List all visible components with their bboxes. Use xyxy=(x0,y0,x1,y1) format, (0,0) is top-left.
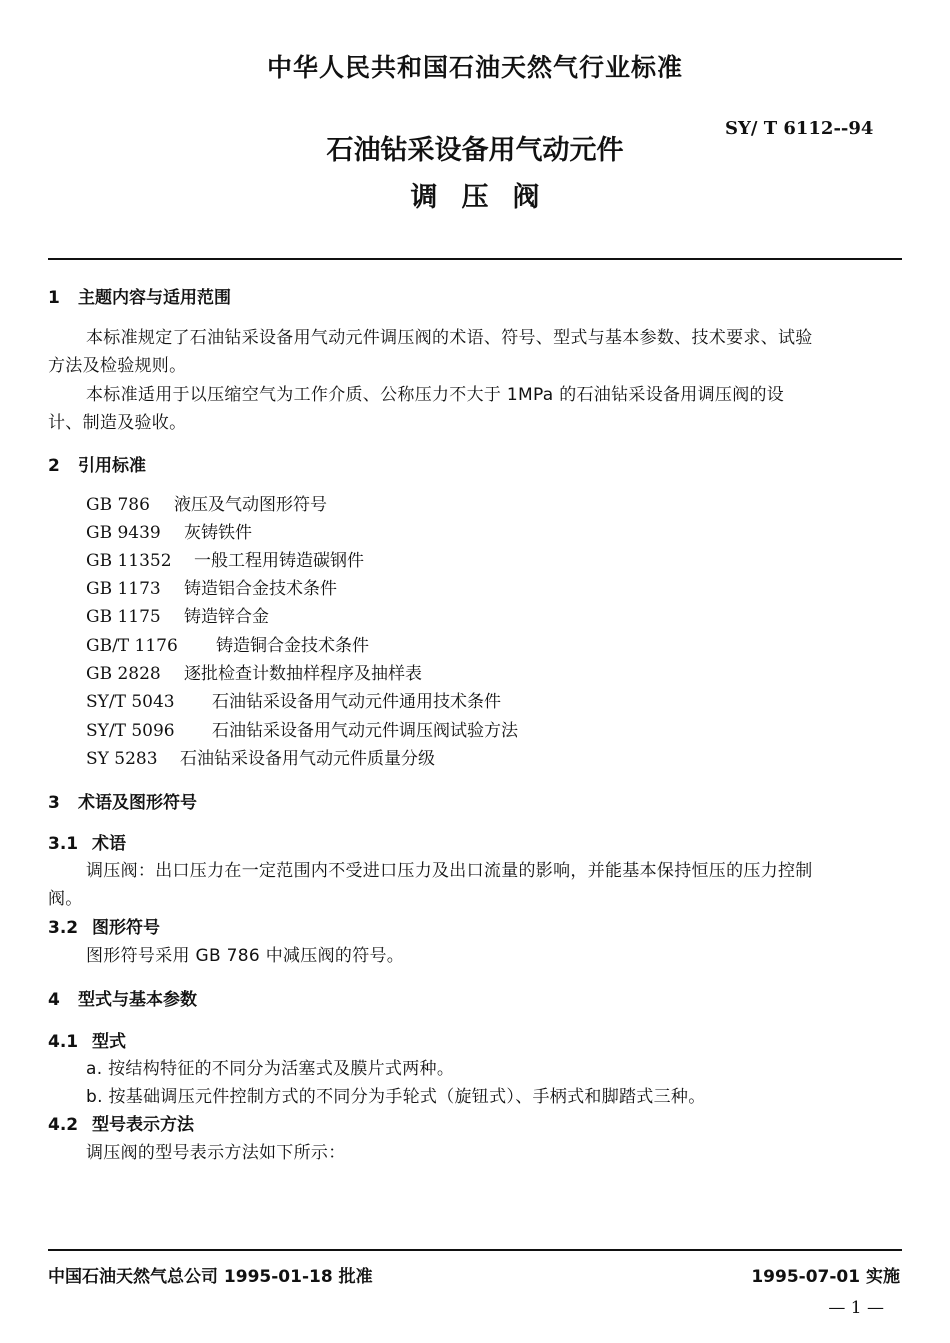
section-title: 型式与基本参数 xyxy=(78,990,197,1010)
section-3-heading xyxy=(48,788,197,813)
subsection-number: 4.2 xyxy=(48,1115,79,1135)
subsection-4-1-heading xyxy=(48,1027,126,1052)
reference-title: 石油钻采设备用气动元件质量分级 xyxy=(180,749,435,769)
section-number: 2 xyxy=(48,456,60,476)
reference-code: SY/T 5043 xyxy=(86,692,175,712)
subsection-number: 4.1 xyxy=(48,1032,79,1052)
header-rule xyxy=(48,258,902,260)
reference-code: GB 1173 xyxy=(86,579,161,599)
subsection-title: 术语 xyxy=(92,834,126,854)
section-title: 术语及图形符号 xyxy=(78,793,197,813)
section-title: 主题内容与适用范围 xyxy=(78,288,231,308)
approval-line: 中国石油天然气总公司 1995-01-18 批准 xyxy=(48,1267,373,1287)
subsection-title: 型号表示方法 xyxy=(92,1115,194,1135)
reference-title: 石油钻采设备用气动元件通用技术条件 xyxy=(212,692,501,712)
reference-code: GB 2828 xyxy=(86,664,161,684)
reference-item xyxy=(86,631,369,656)
subsection-title: 型式 xyxy=(92,1032,126,1052)
reference-item xyxy=(86,687,501,712)
reference-title: 逐批检查计数抽样程序及抽样表 xyxy=(184,664,422,684)
paragraph-line: 方法及检验规则。 xyxy=(48,356,187,376)
reference-item xyxy=(86,546,364,571)
reference-title: 石油钻采设备用气动元件调压阀试验方法 xyxy=(212,721,518,741)
reference-title: 一般工程用铸造碳钢件 xyxy=(194,551,364,571)
reference-title: 铸造铜合金技术条件 xyxy=(216,636,369,656)
reference-code: GB 786 xyxy=(86,495,150,515)
subsection-title: 图形符号 xyxy=(92,918,160,938)
paragraph-line: 阀。 xyxy=(48,889,83,909)
reference-item xyxy=(86,659,422,684)
reference-item xyxy=(86,744,435,769)
paragraph-line: 调压阀的型号表示方法如下所示： xyxy=(86,1143,346,1163)
subsection-3-1-heading xyxy=(48,829,126,854)
section-number: 3 xyxy=(48,793,60,813)
standard-code: SY/ T 6112--94 xyxy=(725,118,874,139)
reference-item xyxy=(86,518,252,543)
section-2-heading xyxy=(48,451,146,476)
paragraph-line: 本标准适用于以压缩空气为工作介质、公称压力不大于 1MPa 的石油钻采设备用调压阀的设 xyxy=(86,385,785,405)
reference-item xyxy=(86,574,337,599)
page-number: — 1 — xyxy=(828,1298,884,1318)
section-number: 4 xyxy=(48,990,60,1010)
reference-code: SY/T 5096 xyxy=(86,721,175,741)
reference-item xyxy=(86,602,269,627)
paragraph-line: 计、制造及验收。 xyxy=(48,413,187,433)
section-title: 引用标准 xyxy=(78,456,146,476)
section-1-heading xyxy=(48,283,231,308)
section-4-heading xyxy=(48,985,197,1010)
reference-code: GB 9439 xyxy=(86,523,161,543)
subsection-3-2-heading xyxy=(48,913,160,938)
reference-item xyxy=(86,716,518,741)
document-title: 石油钻采设备用气动元件 xyxy=(326,135,624,166)
reference-code: GB/T 1176 xyxy=(86,636,178,656)
reference-title: 液压及气动图形符号 xyxy=(174,495,327,515)
paragraph-line: 图形符号采用 GB 786 中减压阀的符号。 xyxy=(86,946,405,966)
reference-item xyxy=(86,490,327,515)
reference-code: GB 11352 xyxy=(86,551,172,571)
section-number: 1 xyxy=(48,288,60,308)
reference-title: 铸造铝合金技术条件 xyxy=(184,579,337,599)
reference-code: GB 1175 xyxy=(86,607,161,627)
list-item: a. 按结构特征的不同分为活塞式及膜片式两种。 xyxy=(86,1059,455,1079)
list-item: b. 按基础调压元件控制方式的不同分为手轮式（旋钮式）、手柄式和脚踏式三种。 xyxy=(86,1087,706,1107)
paragraph-line: 本标准规定了石油钻采设备用气动元件调压阀的术语、符号、型式与基本参数、技术要求、试验 xyxy=(86,328,813,348)
subsection-number: 3.2 xyxy=(48,918,79,938)
subsection-number: 3.1 xyxy=(48,834,79,854)
reference-title: 灰铸铁件 xyxy=(184,523,252,543)
reference-code: SY 5283 xyxy=(86,749,158,769)
subsection-4-2-heading xyxy=(48,1110,194,1135)
industry-standard-header: 中华人民共和国石油天然气行业标准 xyxy=(266,53,683,82)
reference-title: 铸造锌合金 xyxy=(184,607,269,627)
effective-date-line: 1995-07-01 实施 xyxy=(751,1267,900,1287)
footer-rule xyxy=(48,1249,902,1251)
paragraph-line: 调压阀：出口压力在一定范围内不受进口压力及出口流量的影响，并能基本保持恒压的压力控制 xyxy=(86,861,813,881)
document-subtitle: 调压阀 xyxy=(410,182,564,213)
